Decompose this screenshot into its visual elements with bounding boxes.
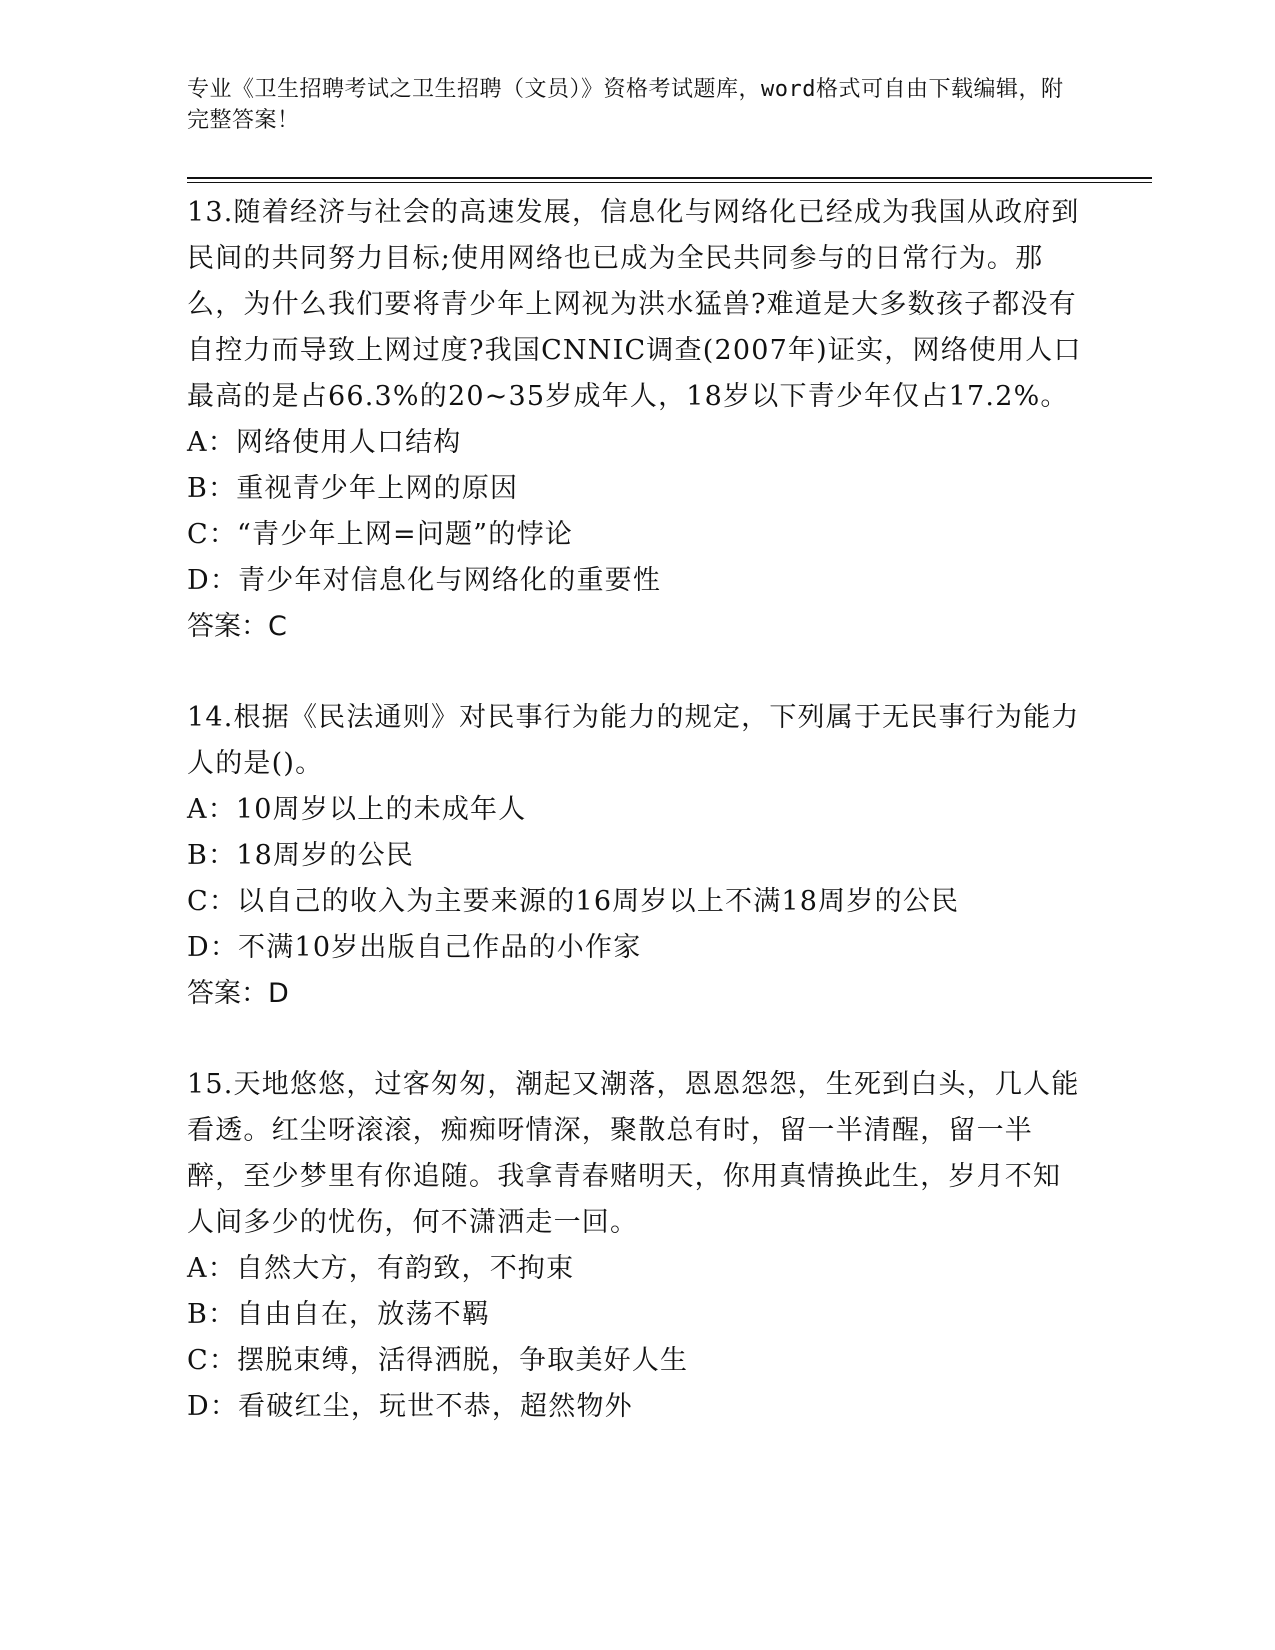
option-d: D：青少年对信息化与网络化的重要性: [187, 565, 662, 596]
option-a: A：网络使用人口结构: [187, 427, 462, 458]
question-14: [187, 695, 1087, 1017]
question-spacer: [187, 650, 1087, 695]
option-c: C：摆脱束缚，活得洒脱，争取美好人生: [187, 1345, 689, 1376]
question-stem: 14.根据《民法通则》对民事行为能力的规定，下列属于无民事行为能力人的是()。: [187, 702, 1080, 779]
question-spacer: [187, 1017, 1087, 1062]
question-stem: 13.随着经济与社会的高速发展，信息化与网络化已经成为我国从政府到民间的共同努力目标;使用网络也已成为全民共同参与的日常行为。那么，为什么我们要将青少年上网视为洪水猛兽?难道是大多数孩子都没有自控力而导致上网过度?我国CNNIC调查(2007年)证实，网络使用人口最高的是占66.3%的20~35岁成年人，18岁以下青少年仅占17.2%。: [187, 197, 1082, 412]
option-a: A：10周岁以上的未成年人: [187, 794, 527, 825]
answer-line: 答案：D: [187, 978, 289, 1009]
question-stem: 15.天地悠悠，过客匆匆，潮起又潮落，恩恩怨怨，生死到白头，几人能看透。红尘呀滚滚，痴痴呀情深，聚散总有时，留一半清醒，留一半醉，至少梦里有你追随。我拿青春赌明天，你用真情换此生，岁月不知人间多少的忧伤，何不潇洒走一回。: [187, 1069, 1080, 1238]
question-13: [187, 190, 1087, 650]
question-15: [187, 1062, 1087, 1430]
option-b: B：重视青少年上网的原因: [187, 473, 519, 504]
option-a: A：自然大方，有韵致，不拘束: [187, 1253, 575, 1284]
document-header: 专业《卫生招聘考试之卫生招聘（文员）》资格考试题库，word格式可自由下载编辑，附完整答案！: [187, 77, 1064, 133]
header-rule-thin: [187, 182, 1152, 183]
option-b: B：自由自在，放荡不羁: [187, 1299, 491, 1330]
option-c: C：“青少年上网=问题”的悖论: [187, 519, 573, 550]
option-d: D：看破红尘，玩世不恭，超然物外: [187, 1391, 633, 1422]
option-d: D：不满10岁出版自己作品的小作家: [187, 932, 642, 963]
header-rule-thick: [187, 177, 1152, 179]
question-list: [187, 190, 1087, 1430]
option-c: C：以自己的收入为主要来源的16周岁以上不满18周岁的公民: [187, 886, 960, 917]
option-b: B：18周岁的公民: [187, 840, 414, 871]
answer-line: 答案：C: [187, 611, 287, 642]
